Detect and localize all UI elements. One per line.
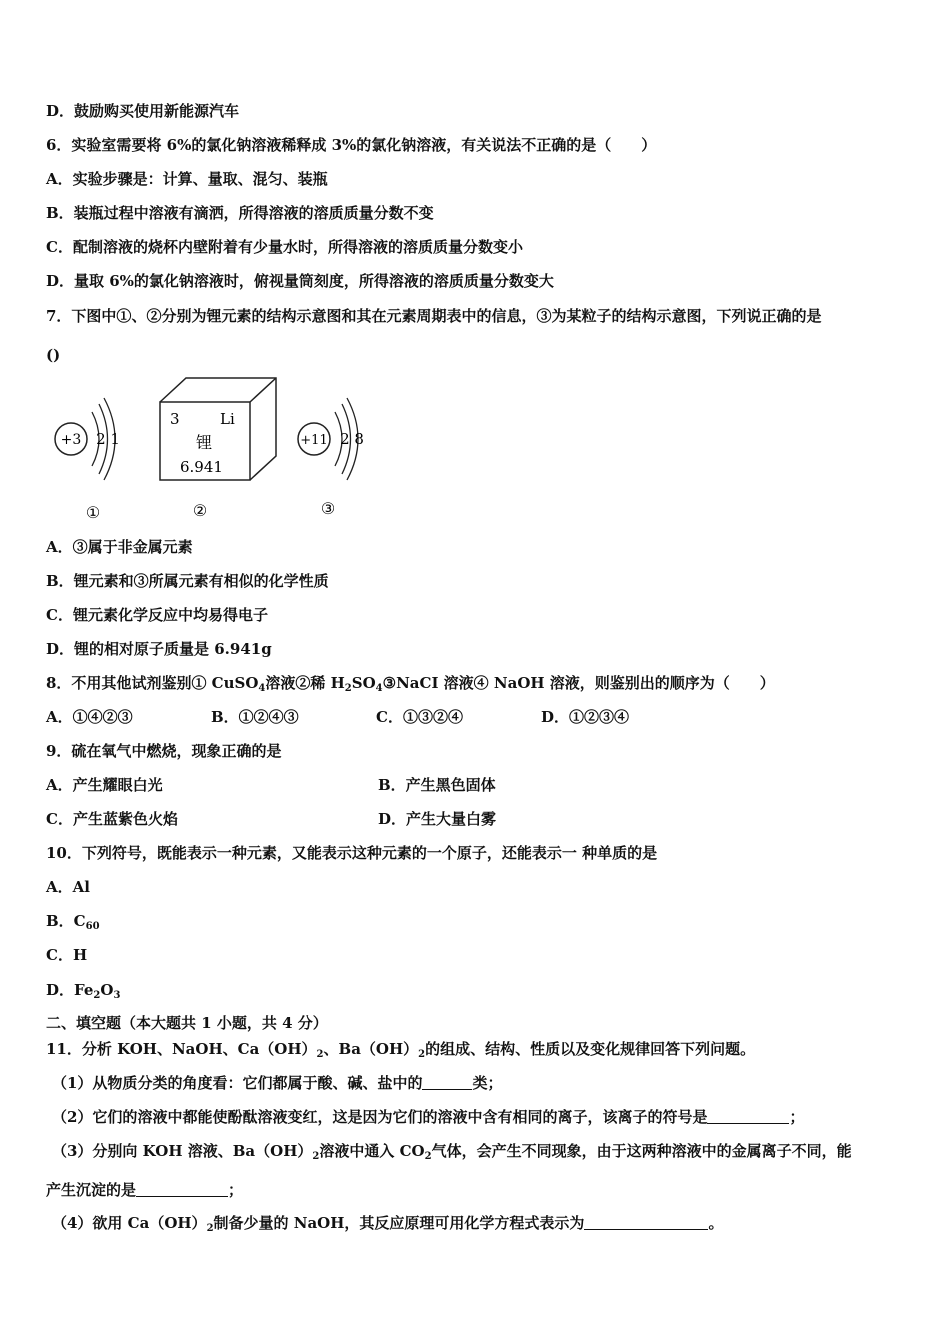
q8-stem: 8．不用其他试剂鉴别① CuSO$_4$溶液②稀 $H_2SO_4③NaCI$ 溶液④ NaOH 溶液，则鉴别出的顺序为（ ） xyxy=(46,674,775,694)
q10-option-b: B．$C_{60}$ xyxy=(46,912,100,932)
lithium-atom-structure xyxy=(55,398,120,522)
q11-stem: 11．分析 KOH、NaOH、$Ca(OH)_2$、$Ba(OH)_2$的组成、结构、性质以及变化规律回答下列问题。 xyxy=(46,1040,756,1060)
q6-option-c: C．配制溶液的烧杯内壁附着有少量水时，所得溶液的溶质质量分数变小 xyxy=(46,238,523,256)
q8-options xyxy=(46,707,629,727)
q11-part-2: （2）它们的溶液中都能使酚酞溶液变红，这是因为它们的溶液中含有相同的离子，该离子的符号是 ； xyxy=(52,1108,805,1126)
q11-part-3: （3）分别向 KOH 溶液、$Ba(OH)_2$溶液中通入 $CO_2$气体，会产生不同现象，由于这两种溶液中的金属离子不同，能 xyxy=(52,1142,852,1162)
q10-option-a: A．Al xyxy=(46,878,90,896)
q8-option-c: C．①③②④ xyxy=(376,708,463,726)
q6-option-d: D．量取 6%的氯化钠溶液时，俯视量筒刻度，所得溶液的溶质质量分数变大 xyxy=(46,272,554,290)
lithium-periodic-tile xyxy=(160,378,276,520)
q11-blank-4[interactable] xyxy=(584,1214,708,1230)
atom1-nucleus: +3 xyxy=(60,432,82,448)
section-2-title: 二、填空题（本大题共 1 小题，共 4 分） xyxy=(46,1014,328,1032)
q11-blank-2[interactable] xyxy=(707,1108,789,1124)
tile-atomic-number: 3 xyxy=(170,410,180,428)
q11-part-1: （1）从物质分类的角度看：它们都属于酸、碱、盐中的 类； xyxy=(52,1074,503,1092)
q6-stem: 6．实验室需要将 6%的氯化钠溶液稀释成 3%的氯化钠溶液，有关说法不正确的是（ ） xyxy=(46,136,657,154)
q7-option-b: B．锂元素和③所属元素有相似的化学性质 xyxy=(46,572,329,590)
tile-element-name: 锂 xyxy=(196,433,213,452)
q8-option-d: D．①②③④ xyxy=(541,708,630,726)
atom3-label: ③ xyxy=(320,499,336,518)
atom1-label: ① xyxy=(85,503,101,522)
q9-stem: 9．硫在氧气中燃烧，现象正确的是 xyxy=(46,742,282,760)
q9-option-b: B．产生黑色固体 xyxy=(378,776,496,794)
q11-part-3-line-2: 产生沉淀的是 ； xyxy=(46,1181,244,1199)
tile-symbol: Li xyxy=(220,410,235,428)
q7-option-c: C．锂元素化学反应中均易得电子 xyxy=(46,606,268,624)
q11-part-4: （4）欲用 $Ca(OH)_2$制备少量的 NaOH，其反应原理可用化学方程式表示为 。 xyxy=(52,1214,724,1234)
atom3-shells: 2 8 xyxy=(340,430,364,448)
particle-structure xyxy=(298,398,364,518)
q11-blank-3[interactable] xyxy=(136,1181,228,1197)
atom3-nucleus: +11 xyxy=(300,433,328,448)
q10-option-d: D．$Fe_2O_3$ xyxy=(46,981,121,1001)
q8-option-a: A．①④②③ xyxy=(46,708,133,726)
q5-option-d: D．鼓励购买使用新能源汽车 xyxy=(46,102,240,120)
q7-paren: () xyxy=(46,346,61,364)
q7-option-d: D．锂的相对原子质量是 6.941g xyxy=(46,640,272,658)
tile-atomic-mass: 6.941 xyxy=(180,458,223,476)
q9-option-a: A．产生耀眼白光 xyxy=(46,776,163,794)
q10-option-c: C．H xyxy=(46,946,88,964)
tile-label: ② xyxy=(192,501,208,520)
q9-option-c: C．产生蓝紫色火焰 xyxy=(46,810,178,828)
q8-option-b: B．①②④③ xyxy=(211,708,299,726)
q7-figure xyxy=(46,372,386,524)
q9-option-d: D．产生大量白雾 xyxy=(378,810,497,828)
q7-stem: 7．下图中①、②分别为锂元素的结构示意图和其在元素周期表中的信息，③为某粒子的结构示意图，下列说正确的是 xyxy=(46,307,822,325)
q10-stem: 10．下列符号，既能表示一种元素，又能表示这种元素的一个原子，还能表示一 种单质的是 xyxy=(46,844,658,862)
q6-option-b: B．装瓶过程中溶液有滴洒，所得溶液的溶质质量分数不变 xyxy=(46,204,434,222)
q7-option-a: A．③属于非金属元素 xyxy=(46,538,193,556)
q11-blank-1[interactable] xyxy=(422,1074,472,1090)
q6-option-a: A．实验步骤是：计算、量取、混匀、装瓶 xyxy=(46,170,328,188)
atom1-shells: 2 1 xyxy=(96,430,120,448)
